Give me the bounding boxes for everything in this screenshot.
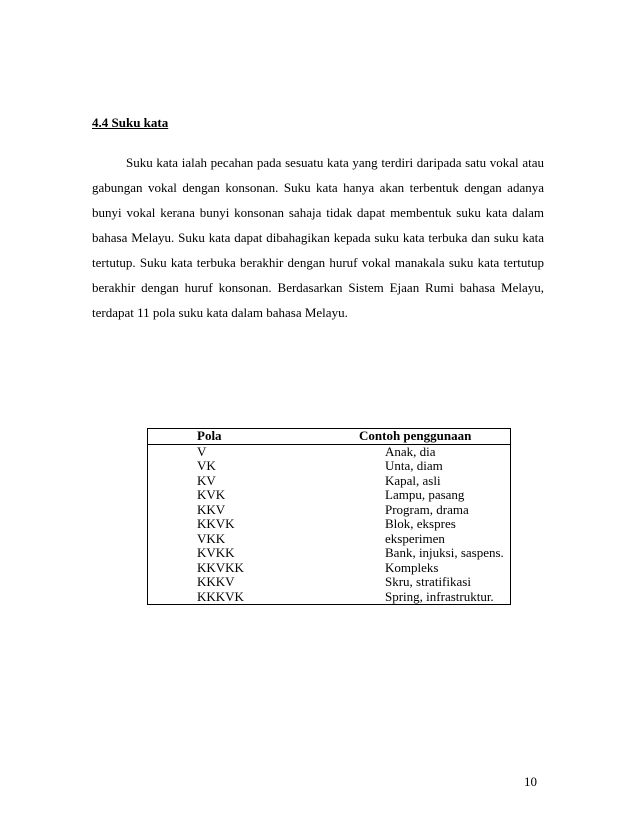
contoh-cell: Kompleks (385, 559, 439, 575)
section-heading: 4.4 Suku kata (92, 115, 169, 130)
header-pola: Pola (148, 429, 332, 445)
pola-cell: KVKK (197, 545, 235, 560)
contoh-cell: Kapal, asli (385, 472, 441, 488)
table-row (148, 503, 511, 518)
table-row (148, 575, 511, 590)
pola-cell: KV (197, 472, 216, 488)
contoh-cell: Bank, injuksi, saspens. (385, 545, 504, 560)
table-row (148, 474, 511, 489)
pola-cell: VK (197, 458, 216, 473)
contoh-cell: Unta, diam (385, 458, 443, 473)
pola-cell: KKVK (197, 516, 235, 531)
body-paragraph: Suku kata ialah pecahan pada sesuatu kata yang terdiri daripada satu vokal atau gabungan vokal dengan konsonan. Suku kata hanya akan terbentuk dengan adanya bunyi vokal kerana bunyi konsonan sahaja tidak dapat membentuk suku kata dalam bahasa Melayu. Suku kata dapat dibahagikan kepada suku kata terbuka dan suku kata tertutup. Suku kata terbuka berakhir dengan huruf vokal manakala suku kata tertutup berakhir dengan huruf konsonan. Berdasarkan Sistem Ejaan Rumi bahasa Melayu, terdapat 11 pola suku kata dalam bahasa Melayu. (92, 155, 544, 320)
contoh-cell: Lampu, pasang (385, 487, 465, 502)
table-row (148, 546, 511, 561)
contoh-cell: Spring, infrastruktur. (385, 588, 494, 604)
page-number: 10 (524, 774, 537, 789)
contoh-cell: Skru, stratifikasi (385, 574, 471, 589)
table-row (148, 517, 511, 532)
contoh-cell: Anak, dia (385, 443, 436, 459)
contoh-cell: Blok, ekspres (385, 516, 456, 531)
pola-cell: KKKV (197, 574, 235, 589)
pola-cell: KKVKK (197, 559, 244, 575)
table-row (148, 561, 511, 576)
pola-cell: KKKVK (197, 588, 244, 604)
contoh-cell: Program, drama (385, 501, 469, 517)
table-row (148, 444, 511, 459)
syllable-pattern-table (147, 428, 511, 605)
table-row (148, 459, 511, 474)
table-row (148, 532, 511, 547)
table-row (148, 590, 511, 605)
header-contoh: Contoh penggunaan (331, 429, 511, 445)
pola-cell: VKK (197, 530, 226, 546)
pola-cell: V (197, 443, 207, 459)
contoh-cell: eksperimen (385, 530, 445, 546)
table-header-row (148, 429, 511, 445)
pola-cell: KKV (197, 501, 226, 517)
pola-cell: KVK (197, 487, 226, 502)
table-row (148, 488, 511, 503)
